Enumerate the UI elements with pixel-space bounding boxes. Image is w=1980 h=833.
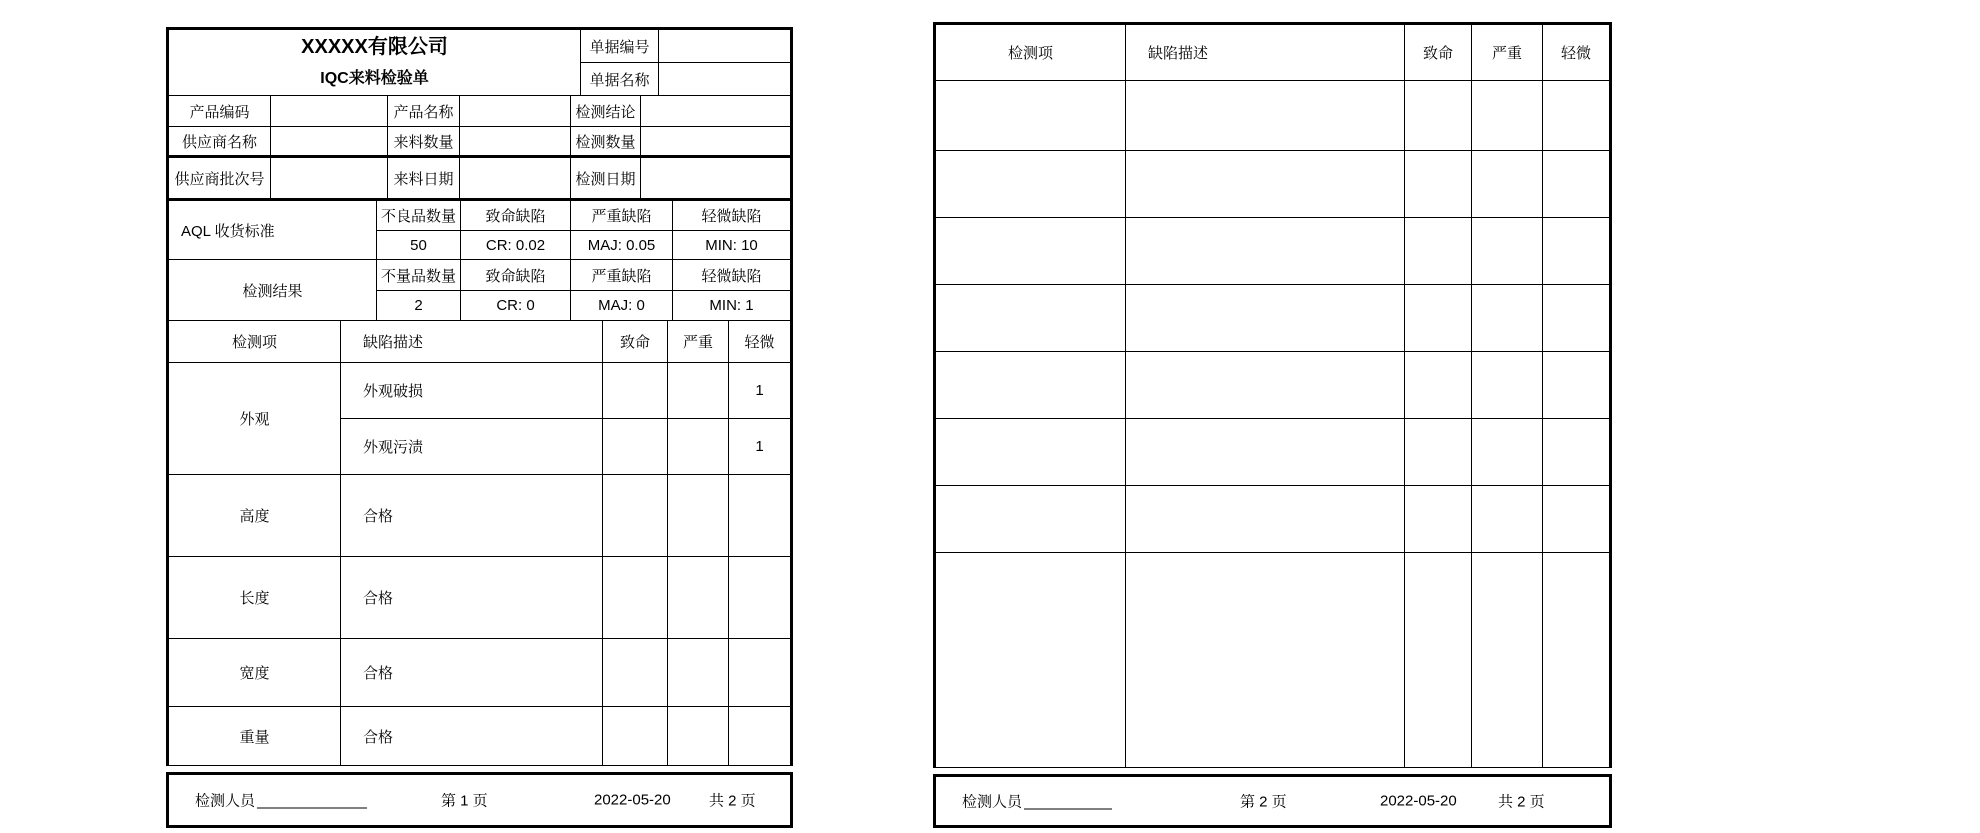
minor-cell: 1 xyxy=(755,382,764,399)
appearance-row xyxy=(169,363,790,475)
item-cell: 长度 xyxy=(169,557,341,638)
aql-defective-qty-header: 不良品数量 xyxy=(377,201,461,230)
detail-header-row xyxy=(169,321,790,363)
empty-row xyxy=(936,218,1609,285)
inspector-field xyxy=(195,790,367,811)
item-cell: 高度 xyxy=(169,475,341,556)
empty-row xyxy=(936,553,1609,767)
major-cell xyxy=(668,363,729,418)
inspection-qty-label: 检测数量 xyxy=(571,127,641,155)
item-cell: 宽度 xyxy=(169,639,341,706)
major-cell xyxy=(668,419,729,474)
detail-header-row xyxy=(936,25,1609,81)
major-cell xyxy=(1472,151,1543,217)
item-cell: 重量 xyxy=(169,707,341,765)
supplier-row xyxy=(169,127,790,158)
critical-cell xyxy=(1405,151,1472,217)
inspector-field xyxy=(962,791,1112,812)
inspection-conclusion-value-cell xyxy=(641,96,790,126)
incoming-date-value-cell xyxy=(460,158,571,198)
empty-row xyxy=(936,486,1609,553)
detail-header-minor: 轻微 xyxy=(744,334,775,351)
desc-cell xyxy=(1126,151,1405,217)
doc-info-group xyxy=(581,30,790,95)
critical-cell xyxy=(1405,352,1472,418)
desc-cell xyxy=(1126,486,1405,552)
supplier-name-label: 供应商名称 xyxy=(169,127,271,155)
detail-row-width xyxy=(169,639,790,707)
inspection-result-row xyxy=(169,260,790,321)
detail-row-height xyxy=(169,475,790,557)
page-1-footer xyxy=(166,772,793,828)
major-cell xyxy=(1472,419,1543,485)
desc-cell: 合格 xyxy=(341,557,603,638)
desc-cell: 合格 xyxy=(341,475,603,556)
minor-cell xyxy=(729,475,790,556)
empty-row xyxy=(936,151,1609,218)
minor-cell: 1 xyxy=(755,438,764,455)
minor-cell xyxy=(1543,218,1609,284)
minor-cell xyxy=(1543,553,1609,767)
incoming-date-label: 来料日期 xyxy=(388,158,460,198)
inspection-date-value-cell xyxy=(641,158,790,198)
incoming-qty-label: 来料数量 xyxy=(388,127,460,155)
major-cell xyxy=(1472,218,1543,284)
report-date: 2022-05-20 xyxy=(594,791,671,809)
result-columns-group xyxy=(377,260,790,320)
incoming-qty-value-cell xyxy=(460,127,571,155)
detail-row-length xyxy=(169,557,790,639)
item-cell xyxy=(936,81,1126,150)
minor-cell xyxy=(729,707,790,765)
doc-name-label: 单据名称 xyxy=(581,63,659,95)
empty-row xyxy=(936,81,1609,151)
detail-header-desc: 缺陷描述 xyxy=(341,321,603,362)
supplier-batch-value-cell xyxy=(271,158,388,198)
result-defective-qty-header: 不量品数量 xyxy=(377,260,461,290)
item-cell xyxy=(936,285,1126,351)
item-cell-appearance: 外观 xyxy=(169,363,341,474)
detail-header-item: 检测项 xyxy=(936,25,1126,80)
inspector-label: 检测人员 xyxy=(962,793,1023,811)
page-2-table xyxy=(933,22,1612,768)
minor-cell xyxy=(1543,419,1609,485)
detail-header-desc: 缺陷描述 xyxy=(1126,25,1405,80)
result-major-header: 严重缺陷 xyxy=(571,260,673,290)
page-number: 第 1 页 xyxy=(441,792,488,810)
aql-major-header: 严重缺陷 xyxy=(571,201,673,230)
aql-standard-row xyxy=(169,201,790,260)
inspector-label: 检测人员 xyxy=(195,792,256,810)
aql-major-value: MAJ: 0.05 xyxy=(571,231,673,259)
critical-cell xyxy=(1405,553,1472,767)
critical-cell xyxy=(603,475,668,556)
aql-defective-qty-value: 50 xyxy=(377,231,461,259)
inspector-signature-line xyxy=(1024,794,1112,810)
doc-no-label: 单据编号 xyxy=(581,30,659,62)
company-title-cell xyxy=(169,30,581,95)
critical-cell xyxy=(603,557,668,638)
item-cell xyxy=(936,486,1126,552)
inspection-date-label: 检测日期 xyxy=(571,158,641,198)
major-cell xyxy=(1472,81,1543,150)
critical-cell xyxy=(603,639,668,706)
desc-cell: 合格 xyxy=(341,707,603,765)
supplier-batch-label: 供应商批次号 xyxy=(169,158,271,198)
item-cell xyxy=(936,218,1126,284)
aql-critical-header: 致命缺陷 xyxy=(461,201,571,230)
result-defective-qty-value: 2 xyxy=(377,291,461,320)
page-number: 第 2 页 xyxy=(1240,793,1287,811)
empty-row xyxy=(936,352,1609,419)
major-cell xyxy=(1472,553,1543,767)
major-cell xyxy=(668,707,729,765)
desc-cell: 外观污渍 xyxy=(341,419,603,474)
detail-header-major: 严重 xyxy=(1472,25,1543,80)
aql-columns-group xyxy=(377,201,790,259)
detail-header-minor: 轻微 xyxy=(1560,45,1591,62)
product-code-label: 产品编码 xyxy=(169,96,271,126)
inspector-signature-line xyxy=(257,793,367,809)
form-title: IQC来料检验单 xyxy=(320,70,429,87)
total-pages: 共 2 页 xyxy=(1498,793,1545,811)
product-row xyxy=(169,96,790,127)
desc-cell xyxy=(1126,285,1405,351)
appearance-subrows xyxy=(341,363,790,474)
empty-row xyxy=(936,285,1609,352)
critical-cell xyxy=(603,707,668,765)
result-minor-header: 轻微缺陷 xyxy=(701,267,762,285)
minor-cell xyxy=(729,557,790,638)
major-cell xyxy=(1472,352,1543,418)
major-cell xyxy=(1472,285,1543,351)
product-code-value-cell xyxy=(271,96,388,126)
product-name-value-cell xyxy=(460,96,571,126)
minor-cell xyxy=(1543,352,1609,418)
major-cell xyxy=(668,475,729,556)
item-cell xyxy=(936,419,1126,485)
critical-cell xyxy=(1405,486,1472,552)
detail-header-critical: 致命 xyxy=(1405,25,1472,80)
item-cell xyxy=(936,151,1126,217)
total-pages: 共 2 页 xyxy=(709,792,756,810)
desc-cell xyxy=(1126,218,1405,284)
detail-row-weight xyxy=(169,707,790,765)
desc-cell xyxy=(1126,419,1405,485)
inspection-qty-value-cell xyxy=(641,127,790,155)
empty-row xyxy=(936,419,1609,486)
result-critical-header: 致命缺陷 xyxy=(461,260,571,290)
aql-minor-header: 轻微缺陷 xyxy=(701,208,762,225)
aql-minor-value: MIN: 10 xyxy=(705,236,758,254)
page-2-footer xyxy=(933,774,1612,828)
critical-cell xyxy=(1405,81,1472,150)
result-minor-value: MIN: 1 xyxy=(709,297,754,314)
inspection-conclusion-label: 检测结论 xyxy=(571,96,641,126)
item-cell xyxy=(936,553,1126,767)
major-cell xyxy=(668,639,729,706)
page-1-table xyxy=(166,27,793,766)
product-name-label: 产品名称 xyxy=(388,96,460,126)
major-cell xyxy=(668,557,729,638)
inspection-result-label: 检测结果 xyxy=(169,260,377,320)
supplier-name-value-cell xyxy=(271,127,388,155)
detail-header-critical: 致命 xyxy=(603,321,668,362)
critical-cell xyxy=(1405,419,1472,485)
doc-no-value-cell xyxy=(659,30,790,62)
result-major-value: MAJ: 0 xyxy=(571,291,673,320)
critical-cell xyxy=(603,363,668,418)
desc-cell: 合格 xyxy=(341,639,603,706)
aql-standard-label: AQL 收货标准 xyxy=(169,201,377,259)
desc-cell xyxy=(1126,352,1405,418)
aql-critical-value: CR: 0.02 xyxy=(461,231,571,259)
desc-cell: 外观破损 xyxy=(341,363,603,418)
batch-row xyxy=(169,158,790,201)
critical-cell xyxy=(603,419,668,474)
minor-cell xyxy=(1543,151,1609,217)
minor-cell xyxy=(729,639,790,706)
minor-cell xyxy=(1543,486,1609,552)
result-critical-value: CR: 0 xyxy=(461,291,571,320)
report-date: 2022-05-20 xyxy=(1380,792,1457,810)
critical-cell xyxy=(1405,285,1472,351)
title-block-row xyxy=(169,30,790,96)
major-cell xyxy=(1472,486,1543,552)
desc-cell xyxy=(1126,81,1405,150)
detail-header-major: 严重 xyxy=(668,321,729,362)
minor-cell xyxy=(1543,81,1609,150)
desc-cell xyxy=(1126,553,1405,767)
minor-cell xyxy=(1543,285,1609,351)
doc-name-value-cell xyxy=(659,63,790,95)
company-name: XXXXX有限公司 xyxy=(301,36,448,58)
item-cell xyxy=(936,352,1126,418)
critical-cell xyxy=(1405,218,1472,284)
detail-header-item: 检测项 xyxy=(169,321,341,362)
